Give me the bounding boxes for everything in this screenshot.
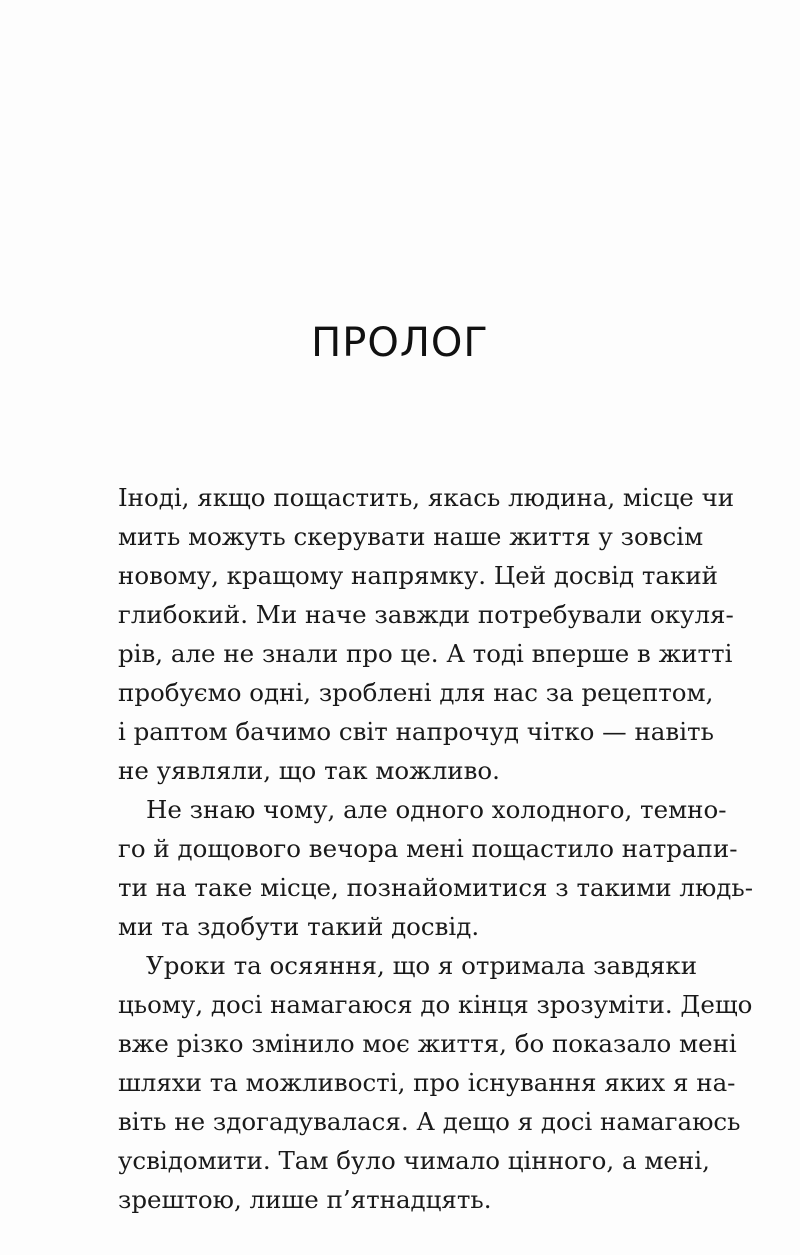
text-line: віть не здогадувалася. А дещо я досі намагаюсь: [118, 1107, 741, 1136]
text-line: зрештою, лише п’ятнадцять.: [118, 1185, 492, 1214]
text-line: цьому, досі намагаюся до кінця зрозуміти. Дещо: [118, 990, 753, 1019]
paragraph-3: [118, 946, 753, 1219]
text-line: глибокий. Ми наче завжди потребували окуля-: [118, 600, 734, 629]
text-line: не уявляли, що так можливо.: [118, 756, 500, 785]
text-line: го й дощового вечора мені пощастило натрапи-: [118, 834, 738, 863]
chapter-body: [118, 478, 754, 1219]
text-line: шляхи та можливості, про існування яких я на-: [118, 1068, 736, 1097]
text-line: ти на таке місце, познайомитися з такими людь-: [118, 873, 754, 902]
text-line: пробуємо одні, зроблені для нас за рецептом,: [118, 678, 714, 707]
text-line: усвідомити. Там було чимало цінного, а мені,: [118, 1146, 710, 1175]
text-line: рів, але не знали про це. А тоді вперше в житті: [118, 639, 733, 668]
text-line: Іноді, якщо пощастить, якась людина, місце чи: [118, 483, 735, 512]
text-line: вже різко змінило моє життя, бо показало мені: [118, 1029, 737, 1058]
paragraph-1: [118, 478, 735, 790]
text-line: мить можуть скерувати наше життя у зовсім: [118, 522, 704, 551]
text-line: Не знаю чому, але одного холодного, темно-: [146, 795, 727, 824]
text-line: новому, кращому напрямку. Цей досвід такий: [118, 561, 718, 590]
paragraph-2: [118, 790, 754, 946]
text-line: і раптом бачимо світ напрочуд чітко — навіть: [118, 717, 714, 746]
chapter-title: ПРОЛОГ: [311, 320, 489, 366]
text-line: ми та здобути такий досвід.: [118, 912, 480, 941]
text-line: Уроки та осяяння, що я отримала завдяки: [146, 951, 698, 980]
